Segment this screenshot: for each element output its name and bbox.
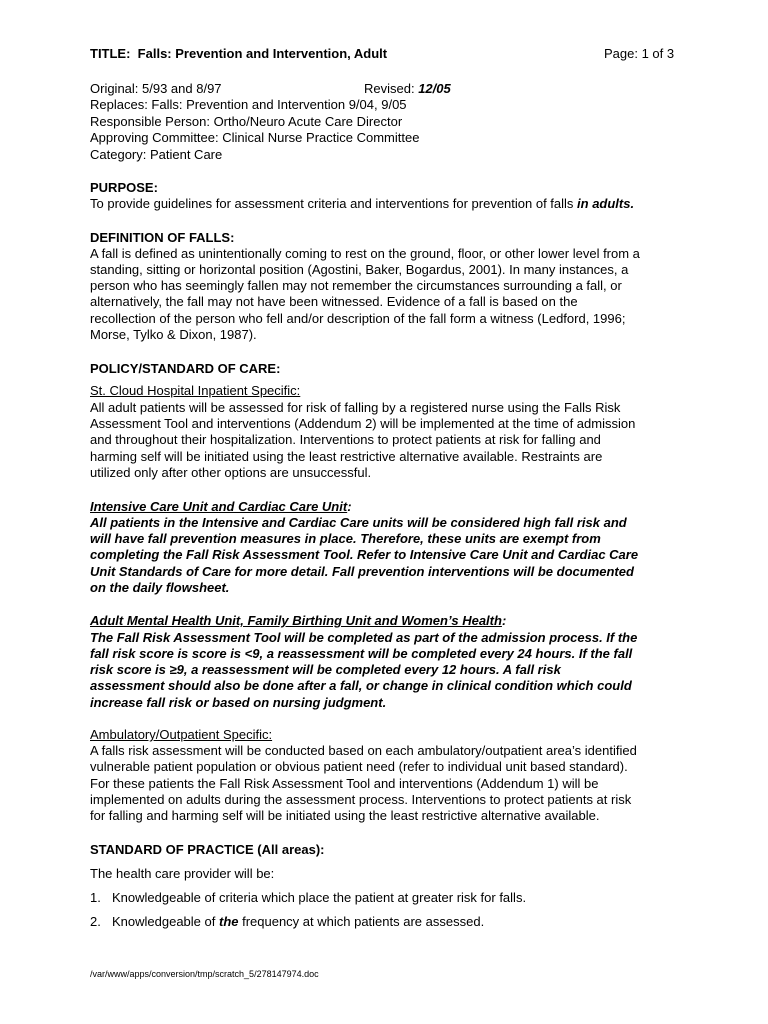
responsible-person: Responsible Person: Ortho/Neuro Acute Care Director bbox=[90, 114, 403, 129]
mental-health-heading-text: Adult Mental Health Unit, Family Birthing Unit and Women’s Health bbox=[90, 613, 502, 628]
practice-heading: STANDARD OF PRACTICE (All areas): bbox=[90, 842, 325, 857]
mental-health-line: assessment should also be done after a fall, or change in clinical condition which could bbox=[90, 678, 632, 693]
category: Category: Patient Care bbox=[90, 147, 223, 162]
list-number: 2. bbox=[90, 914, 101, 929]
mental-health-line: fall risk score is score is <9, a reassessment will be completed every 24 hours. If the fall bbox=[90, 646, 633, 661]
replaces: Replaces: Falls: Prevention and Intervention 9/04, 9/05 bbox=[90, 97, 407, 112]
purpose-body: To provide guidelines for assessment criteria and interventions for prevention of falls bbox=[90, 196, 578, 211]
list-item bbox=[90, 890, 526, 907]
inpatient-line: harming self will be initiated using the least restrictive alternative available. Restraints are bbox=[90, 449, 603, 464]
ambulatory-heading: Ambulatory/Outpatient Specific: bbox=[90, 727, 273, 742]
practice-intro: The health care provider will be: bbox=[90, 866, 275, 881]
ambulatory-line: A falls risk assessment will be conducted based on each ambulatory/outpatient area’s identified bbox=[90, 743, 637, 758]
list-number: 1. bbox=[90, 890, 101, 905]
list-text-emphasis: the bbox=[218, 914, 239, 929]
purpose-emphasis: in adults. bbox=[577, 196, 635, 211]
icu-line: All patients in the Intensive and Cardiac Care units will be considered high fall risk and bbox=[90, 515, 627, 530]
mental-health-line: The Fall Risk Assessment Tool will be completed as part of the admission process. If the bbox=[90, 630, 638, 645]
page-number: Page: 1 of 3 bbox=[604, 46, 675, 61]
revised-date bbox=[364, 81, 451, 98]
inpatient-line: All adult patients will be assessed for risk of falling by a registered nurse using the Falls Risk bbox=[90, 400, 621, 415]
mental-health-line: increase fall risk or based on nursing judgment. bbox=[90, 695, 387, 710]
original-date: Original: 5/93 and 8/97 bbox=[90, 81, 222, 96]
purpose-text bbox=[90, 196, 634, 213]
definition-line: Morse, Tylko & Dixon, 1987). bbox=[90, 327, 257, 342]
revised-value: 12/05 bbox=[418, 81, 451, 96]
file-path-footer: /var/www/apps/conversion/tmp/scratch_5/278147974.doc bbox=[90, 969, 319, 979]
definition-line: A fall is defined as unintentionally coming to rest on the ground, floor, or other lower level from a bbox=[90, 246, 640, 261]
icu-line: will have fall prevention measures in place. Therefore, these units are exempt from bbox=[90, 531, 601, 546]
definition-line: standing, sitting or horizontal position (Agostini, Baker, Bogardus, 2001). In many instances, a bbox=[90, 262, 629, 277]
inpatient-line: utilized only after other options are unsuccessful. bbox=[90, 465, 372, 480]
document-title bbox=[90, 46, 387, 63]
mental-health-heading bbox=[90, 613, 506, 630]
revised-label: Revised: bbox=[364, 81, 415, 96]
icu-heading bbox=[90, 499, 352, 516]
icu-heading-text: Intensive Care Unit and Cardiac Care Unit bbox=[90, 499, 348, 514]
title-label: TITLE: bbox=[90, 46, 131, 61]
definition-heading: DEFINITION OF FALLS: bbox=[90, 230, 235, 245]
mental-health-heading-colon: : bbox=[501, 613, 507, 628]
definition-line: person who has seemingly fallen may not remember the circumstances surrounding a fall, or bbox=[90, 278, 622, 293]
definition-line: alternatively, the fall may not have been witnessed. Evidence of a fall is based on the bbox=[90, 294, 578, 309]
icu-line: Unit Standards of Care for more detail. Fall prevention interventions will be documented bbox=[90, 564, 634, 579]
list-text-pre: Knowledgeable of bbox=[112, 914, 219, 929]
inpatient-line: Assessment Tool and interventions (Addendum 2) will be implemented at the time of admission bbox=[90, 416, 636, 431]
definition-line: recollection of the person who fell and/or description of the fall form a witness (Ledford, 1996; bbox=[90, 311, 626, 326]
purpose-heading: PURPOSE: bbox=[90, 180, 158, 195]
policy-heading: POLICY/STANDARD OF CARE: bbox=[90, 361, 281, 376]
list-item bbox=[90, 914, 484, 931]
icu-line: on the daily flowsheet. bbox=[90, 580, 230, 595]
approving-committee: Approving Committee: Clinical Nurse Practice Committee bbox=[90, 130, 420, 145]
ambulatory-line: implemented on adults during the assessment process. Interventions to protect patients at risk bbox=[90, 792, 632, 807]
icu-heading-colon: : bbox=[347, 499, 352, 514]
inpatient-heading: St. Cloud Hospital Inpatient Specific: bbox=[90, 383, 301, 398]
icu-line: completing the Fall Risk Assessment Tool. Refer to Intensive Care Unit and Cardiac Care bbox=[90, 547, 639, 562]
list-text: Knowledgeable of criteria which place the patient at greater risk for falls. bbox=[112, 890, 527, 905]
ambulatory-line: For these patients the Fall Risk Assessment Tool and interventions (Addendum 1) will be bbox=[90, 776, 599, 791]
mental-health-line: risk score is ≥9, a reassessment will be completed every 12 hours. A fall risk bbox=[90, 662, 561, 677]
ambulatory-line: for falling and harming self will be initiated using the least restrictive alternative available. bbox=[90, 808, 600, 823]
inpatient-line: and throughout their hospitalization. Interventions to protect patients at risk for falling and bbox=[90, 432, 601, 447]
ambulatory-line: vulnerable patient population or obvious patient need (refer to individual unit based standard). bbox=[90, 759, 628, 774]
title-text: Falls: Prevention and Intervention, Adult bbox=[137, 46, 388, 61]
list-text-post: frequency at which patients are assessed. bbox=[238, 914, 485, 929]
